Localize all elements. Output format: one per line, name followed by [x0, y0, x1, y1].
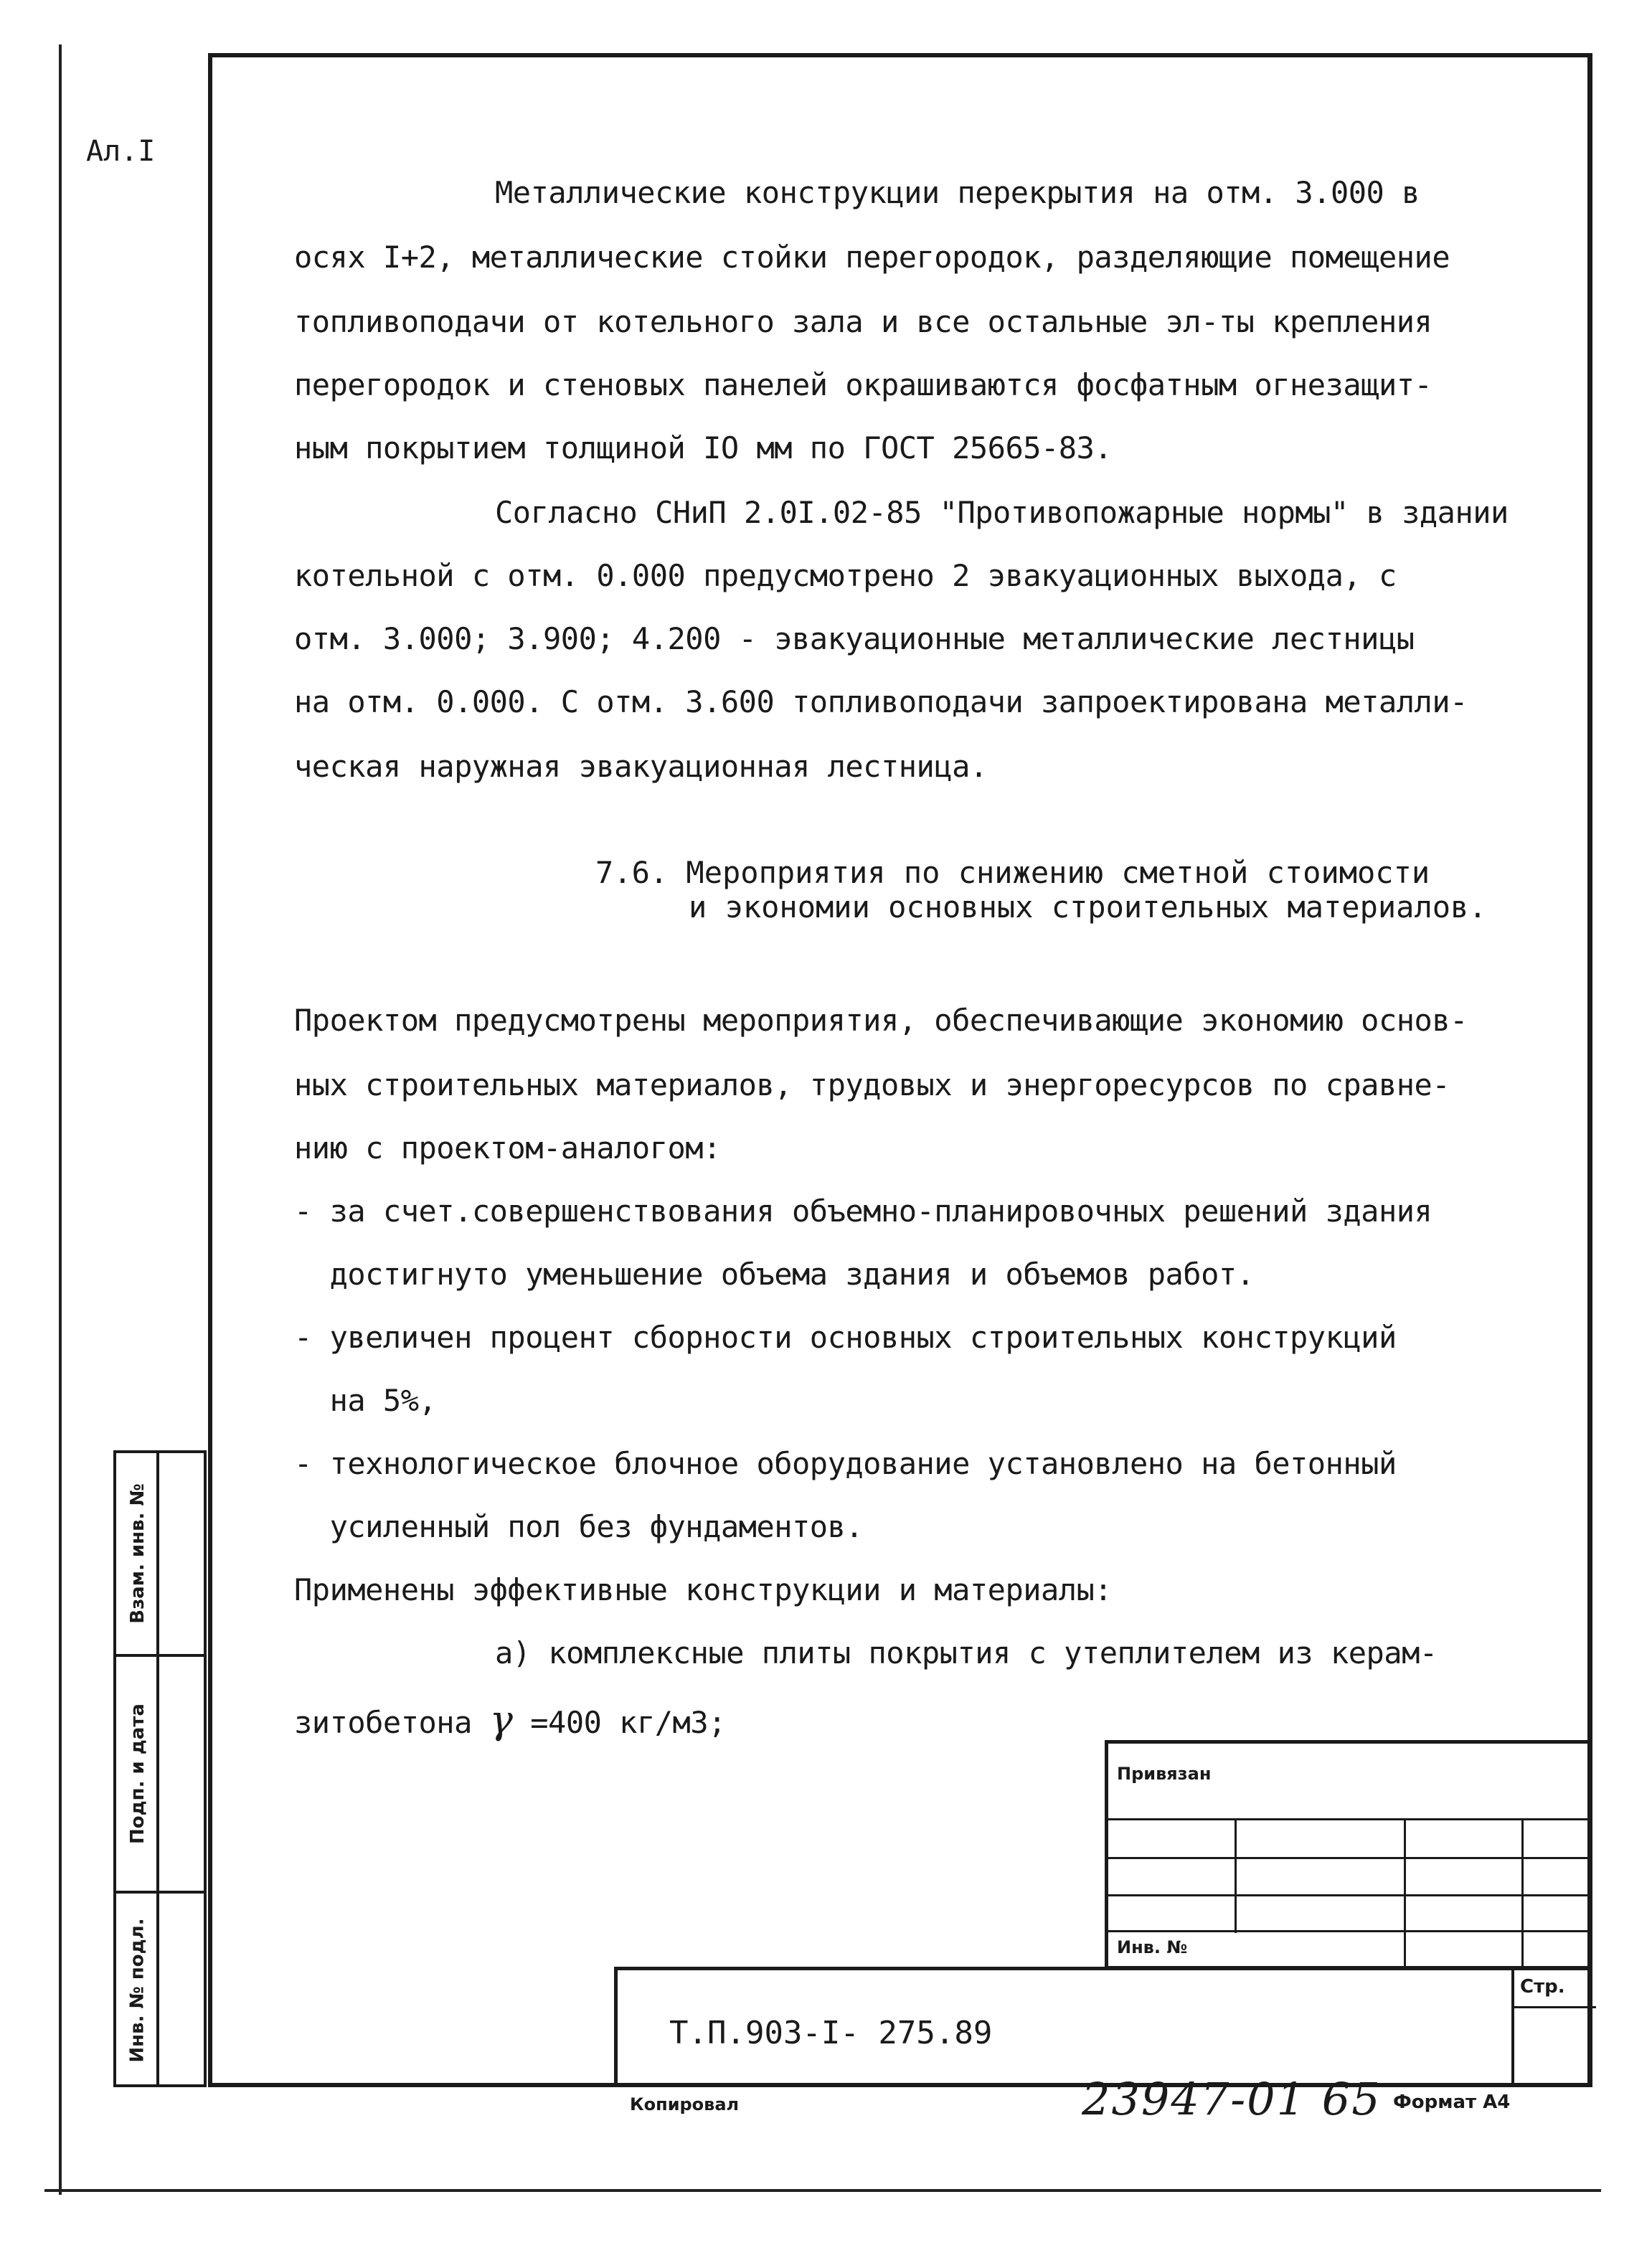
- item-a-line-2: [294, 1697, 726, 1742]
- side-label-replacement: Взам. инв. №: [127, 1483, 148, 1624]
- inventory-no-label: Инв. №: [1117, 1937, 1188, 1957]
- tb-row-line-1: [1108, 1818, 1592, 1820]
- tied-label: Привязан: [1117, 1764, 1212, 1784]
- tb-col-line-3: [1521, 1818, 1524, 1969]
- format-label: Формат А4: [1393, 2092, 1511, 2113]
- title-block-lower: [614, 1967, 1592, 2087]
- section-heading-line-1: 7.6. Мероприятия по снижению сметной стоимости: [595, 855, 1430, 890]
- applied-line: Применены эффективные конструкции и материалы:: [294, 1572, 1113, 1607]
- p1-line-1: Металлические конструкции перекрытия на отм. 3.000 в: [495, 175, 1420, 210]
- title-block-upper: [1105, 1740, 1592, 1970]
- item-a-suffix: =400 кг/м3;: [530, 1705, 726, 1740]
- p2-line-3: отм. 3.000; 3.900; 4.200 - эвакуационные металлические лестницы: [294, 621, 1415, 656]
- intro-line-1: Проектом предусмотрены мероприятия, обеспечивающие экономию основ-: [294, 1003, 1468, 1038]
- tb-col-line-2: [1404, 1818, 1406, 1969]
- tb-row-line-3: [1108, 1894, 1592, 1896]
- bullet-2-line-2: на 5%,: [294, 1383, 437, 1418]
- copied-by-label: Копировал: [630, 2094, 740, 2114]
- intro-line-2: ных строительных материалов, трудовых и энергоресурсов по сравне-: [294, 1067, 1450, 1102]
- item-a-prefix: зитобетона: [294, 1705, 472, 1740]
- p2-line-4: на отм. 0.000. С отм. 3.600 топливоподачи запроектирована металли-: [294, 684, 1468, 719]
- p1-line-2: осях I+2, металлические стойки перегородок, разделяющие помещение: [294, 240, 1450, 275]
- side-label-signature-date: Подп. и дата: [127, 1703, 149, 1844]
- p2-line-1: Согласно СНиП 2.0I.02-85 "Противопожарные нормы" в здании: [495, 495, 1509, 530]
- page-bottom-edge-line: [44, 2189, 1601, 2192]
- bullet-3-line-2: усиленный пол без фундаментов.: [294, 1509, 864, 1544]
- page-label: Стр.: [1520, 1976, 1565, 1998]
- side-label-original-inventory: Инв. № подл.: [127, 1918, 148, 2063]
- document-code: Т.П.903-I- 275.89: [669, 2015, 993, 2051]
- page-left-edge-line: [59, 44, 62, 2195]
- section-heading-line-2: и экономии основных строительных материалов.: [689, 889, 1487, 925]
- p2-line-2: котельной с отм. 0.000 предусмотрено 2 эвакуационных выхода, с: [294, 558, 1397, 593]
- tb-row-line-4: [1108, 1930, 1592, 1932]
- sheet-mark: Ал.I: [86, 135, 156, 168]
- intro-line-3: нию с проектом-аналогом:: [294, 1130, 721, 1166]
- page-cell-divider: [1511, 1970, 1514, 2087]
- side-stamp-strip: [113, 1450, 207, 2087]
- page-cell-line: [1511, 2006, 1596, 2008]
- p1-line-3: топливоподачи от котельного зала и все остальные эл-ты крепления: [294, 304, 1432, 339]
- side-strip-divider: [156, 1453, 159, 2084]
- p1-line-5: ным покрытием толщиной IO мм по ГОСТ 25665-83.: [294, 430, 1113, 465]
- bullet-3-line-1: - технологическое блочное оборудование установлено на бетонный: [294, 1446, 1397, 1481]
- p2-line-5: ческая наружная эвакуационная лестница.: [294, 749, 988, 784]
- bullet-2-line-1: - увеличен процент сборности основных строительных конструкций: [294, 1320, 1397, 1355]
- bullet-1-line-2: достигнуто уменьшение объема здания и объемов работ.: [294, 1257, 1255, 1292]
- item-a-line-1: а) комплексные плиты покрытия с утеплителем из керам-: [495, 1635, 1438, 1670]
- p1-line-4: перегородок и стеновых панелей окрашиваются фосфатным огнезащит-: [294, 367, 1432, 402]
- gamma-symbol: γ: [489, 1697, 513, 1742]
- bullet-1-line-1: - за счет.совершенствования объемно-планировочных решений здания: [294, 1194, 1432, 1229]
- handwritten-number: 23947-01 65: [1082, 2073, 1382, 2125]
- tb-col-line-1: [1235, 1818, 1237, 1933]
- tb-row-line-2: [1108, 1857, 1592, 1859]
